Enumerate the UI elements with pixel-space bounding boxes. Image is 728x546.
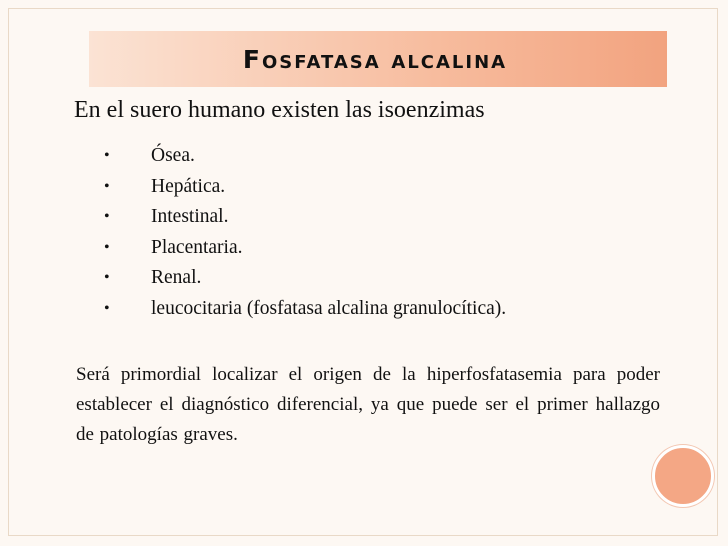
bullet-icon: • bbox=[104, 177, 110, 195]
list-item-label: Renal. bbox=[151, 267, 202, 288]
list-item bbox=[104, 233, 506, 264]
bullet-icon: • bbox=[104, 208, 110, 225]
list-item-label: Ósea. bbox=[151, 145, 195, 166]
list-item-label: Hepática. bbox=[151, 175, 226, 197]
intro-text: En el suero humano existen las isoenzimas bbox=[74, 97, 485, 123]
bullet-icon: • bbox=[104, 147, 110, 164]
list-item bbox=[104, 263, 506, 294]
decorative-circle bbox=[652, 445, 714, 507]
list-item bbox=[104, 202, 506, 233]
list-item bbox=[104, 141, 506, 172]
list-item-label: Placentaria. bbox=[151, 236, 243, 258]
slide-title: Fosfatasa alcalina bbox=[242, 44, 508, 74]
list-item bbox=[104, 294, 506, 325]
bullet-icon: • bbox=[104, 269, 110, 286]
list-item bbox=[104, 172, 506, 203]
list-item-label: leucocitaria (fosfatasa alcalina granulocítica). bbox=[151, 297, 507, 319]
list-item-label: Intestinal. bbox=[151, 206, 229, 227]
bullet-icon: • bbox=[104, 299, 110, 317]
isoenzyme-list bbox=[104, 141, 506, 324]
body-paragraph: Será primordial localizar el origen de la hiperfosfatasemia para poder establecer el diagnóstico diferencial, ya que puede ser el primer hallazgo de patologías graves. bbox=[76, 364, 660, 445]
bullet-icon: • bbox=[104, 238, 110, 256]
